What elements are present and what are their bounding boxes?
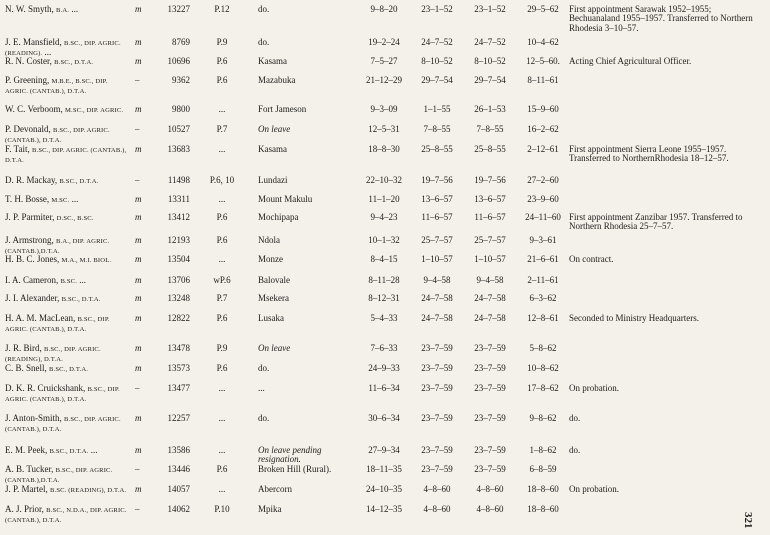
date-first-appointment: 23–7–59 bbox=[421, 343, 453, 353]
station: do. bbox=[258, 37, 270, 47]
station: On leave bbox=[258, 124, 291, 134]
file-number: 11498 bbox=[167, 175, 190, 185]
station: Mount Makulu bbox=[258, 194, 313, 204]
date-first-appointment: 24–7–58 bbox=[421, 293, 453, 303]
date-leave-due: 8–11–61 bbox=[527, 75, 559, 85]
date-of-birth: 9–3–09 bbox=[370, 104, 398, 114]
remarks: do. bbox=[569, 445, 581, 455]
officer-name-cell bbox=[5, 364, 131, 374]
file-number: 14057 bbox=[167, 484, 190, 494]
file-number: 13227 bbox=[167, 4, 190, 14]
date-present-appointment: 23–7–59 bbox=[474, 343, 506, 353]
officer-name: D. K. R. Cruickshank, bbox=[5, 383, 86, 393]
date-first-appointment: 19–7–56 bbox=[421, 175, 453, 185]
officer-name-cell bbox=[5, 294, 131, 304]
officer-name: R. N. Coster, bbox=[5, 56, 52, 66]
file-number: 13586 bbox=[167, 445, 190, 455]
date-leave-due: 2–11–61 bbox=[527, 275, 559, 285]
date-leave-due: 16–2–62 bbox=[527, 124, 559, 134]
qualifications: B.SC., DIP. AGRIC.(CANTAB.),D.T.A. bbox=[5, 467, 113, 485]
station: do. bbox=[258, 4, 270, 14]
date-first-appointment: 23–1–52 bbox=[421, 4, 453, 14]
file-number: 13248 bbox=[167, 293, 190, 303]
marital-mark: m bbox=[135, 413, 142, 423]
qualifications: D.SC., B.SC. bbox=[56, 215, 94, 222]
officer-name-cell bbox=[5, 414, 131, 435]
file-number: 9800 bbox=[172, 104, 190, 114]
date-first-appointment: 25–8–55 bbox=[421, 144, 453, 154]
remarks: First appointment Sierra Leone 1955–1957. Transferred to NorthernRhodesia 18–12–57. bbox=[569, 144, 729, 164]
remarks: Seconded to Ministry Headquarters. bbox=[569, 313, 699, 323]
qualifications: B.SC., D.T.A. bbox=[59, 178, 99, 185]
date-leave-due: 5–8–62 bbox=[529, 343, 557, 353]
qualifications: B.SC. bbox=[60, 278, 78, 285]
grade: wP.6 bbox=[213, 275, 231, 285]
file-number: 12822 bbox=[167, 313, 190, 323]
qualifications: B.SC., DIP. AGRIC. (READING). bbox=[5, 40, 121, 58]
qualifications: B.SC., DIP. AGRIC. (CANTAB.), D.T.A. bbox=[5, 316, 110, 334]
marital-mark: m bbox=[135, 254, 142, 264]
officer-name-cell bbox=[5, 505, 131, 526]
date-leave-due: 29–5–62 bbox=[527, 4, 559, 14]
file-number: 8769 bbox=[172, 37, 190, 47]
grade: P.10 bbox=[214, 504, 230, 514]
file-number: 13683 bbox=[167, 144, 190, 154]
remarks: First appointment Sarawak 1952–1955; Bechuanaland 1955–1957. Transferred to Northern Rhodesia 3–10–57. bbox=[569, 4, 753, 33]
marital-mark: – bbox=[135, 75, 140, 85]
remarks: do. bbox=[569, 413, 581, 423]
officer-name: D. R. Mackay, bbox=[5, 175, 58, 185]
marital-mark: – bbox=[135, 124, 140, 134]
file-number: 12193 bbox=[167, 235, 190, 245]
date-of-birth: 18–8–30 bbox=[368, 144, 400, 154]
leader-dots: ... bbox=[79, 275, 87, 285]
marital-mark: m bbox=[135, 293, 142, 303]
date-first-appointment: 23–7–59 bbox=[421, 383, 453, 393]
date-present-appointment: 23–1–52 bbox=[474, 4, 506, 14]
grade: P.6 bbox=[216, 464, 228, 474]
officer-name-cell bbox=[5, 344, 131, 365]
marital-mark: m bbox=[135, 363, 142, 373]
date-present-appointment: 8–10–52 bbox=[474, 56, 506, 66]
officer-name-cell bbox=[5, 255, 131, 265]
officer-name-cell bbox=[5, 314, 131, 335]
file-number: 13478 bbox=[167, 343, 190, 353]
date-leave-due: 21–6–61 bbox=[527, 254, 559, 264]
date-of-birth: 12–5–31 bbox=[368, 124, 400, 134]
officer-name: T. H. Bosse, bbox=[5, 194, 50, 204]
marital-mark: m bbox=[135, 37, 142, 47]
marital-mark: – bbox=[135, 464, 140, 474]
officer-name-cell bbox=[5, 213, 131, 223]
date-present-appointment: 23–7–59 bbox=[474, 363, 506, 373]
marital-mark: – bbox=[135, 175, 140, 185]
station: Mochipapa bbox=[258, 212, 299, 222]
officer-name-cell bbox=[5, 105, 131, 115]
marital-mark: m bbox=[135, 212, 142, 222]
officer-name: J. R. Bird, bbox=[5, 343, 42, 353]
station: Broken Hill (Rural). bbox=[258, 464, 332, 474]
qualifications: B.SC. (READING), D.T.A. bbox=[50, 487, 127, 494]
grade: P.7 bbox=[216, 293, 228, 303]
officer-name: J. Armstrong, bbox=[5, 235, 54, 245]
station: Kasama bbox=[258, 144, 287, 154]
date-of-birth: 24–9–33 bbox=[368, 363, 400, 373]
date-of-birth: 8–12–31 bbox=[368, 293, 400, 303]
date-first-appointment: 23–7–59 bbox=[421, 413, 453, 423]
date-present-appointment: 23–7–59 bbox=[474, 464, 506, 474]
grade: P.6 bbox=[216, 313, 228, 323]
station: Kasama bbox=[258, 56, 287, 66]
date-of-birth: 22–10–32 bbox=[366, 175, 402, 185]
officer-name: I. A. Cameron, bbox=[5, 275, 59, 285]
officer-name-cell bbox=[5, 276, 131, 286]
file-number: 13311 bbox=[167, 194, 190, 204]
date-present-appointment: 23–7–59 bbox=[474, 445, 506, 455]
date-first-appointment: 13–6–57 bbox=[421, 194, 453, 204]
date-leave-due: 24–11–60 bbox=[525, 212, 561, 222]
qualifications: B.SC., D.T.A. bbox=[49, 448, 89, 455]
date-present-appointment: 19–7–56 bbox=[474, 175, 506, 185]
officer-name: A. B. Tucker, bbox=[5, 464, 54, 474]
station: Monze bbox=[258, 254, 283, 264]
marital-mark: – bbox=[135, 504, 140, 514]
grade: P.7 bbox=[216, 124, 228, 134]
station: Mazabuka bbox=[258, 75, 296, 85]
date-present-appointment: 7–8–55 bbox=[476, 124, 504, 134]
marital-mark: m bbox=[135, 56, 142, 66]
qualifications: M.B.E., B.SC., DIP. AGRIC. (CANTAB.), D.T.A. bbox=[5, 78, 108, 96]
qualifications: B.SC., DIP. AGRIC. (READING), D.T.A. bbox=[5, 346, 101, 364]
qualifications: B.SC., DIP. AGRIC. (CANTAB.), D.T.A. bbox=[5, 416, 121, 434]
date-of-birth: 5–4–33 bbox=[370, 313, 398, 323]
grade: P.9 bbox=[216, 37, 228, 47]
marital-mark: m bbox=[135, 313, 142, 323]
qualifications: B.SC., DIP. AGRIC. (CANTAB.), D.T.A. bbox=[5, 386, 120, 404]
date-first-appointment: 23–7–59 bbox=[421, 464, 453, 474]
officer-name: E. M. Peek, bbox=[5, 445, 48, 455]
grade: ... bbox=[218, 144, 226, 154]
qualifications: B.A., DIP. AGRIC.(CANTAB.),D.T.A. bbox=[5, 238, 110, 256]
officer-name-cell bbox=[5, 176, 131, 186]
date-present-appointment: 4–8–60 bbox=[476, 484, 504, 494]
officer-name: J. P. Martel, bbox=[5, 484, 48, 494]
file-number: 13446 bbox=[167, 464, 190, 474]
remarks: On probation. bbox=[569, 383, 619, 393]
date-of-birth: 21–12–29 bbox=[366, 75, 402, 85]
officer-name: F. Tait, bbox=[5, 144, 30, 154]
date-leave-due: 10–4–62 bbox=[527, 37, 559, 47]
officer-name-cell bbox=[5, 145, 131, 166]
date-first-appointment: 8–10–52 bbox=[421, 56, 453, 66]
date-of-birth: 8–11–28 bbox=[368, 275, 400, 285]
file-number: 13412 bbox=[167, 212, 190, 222]
date-present-appointment: 23–7–59 bbox=[474, 413, 506, 423]
file-number: 12257 bbox=[167, 413, 190, 423]
officer-name-cell bbox=[5, 485, 131, 495]
date-of-birth: 10–1–32 bbox=[368, 235, 400, 245]
station: On leave bbox=[258, 343, 291, 353]
date-of-birth: 24–10–35 bbox=[366, 484, 402, 494]
qualifications: B.A. bbox=[56, 7, 70, 14]
officer-name: H. B. C. Jones, bbox=[5, 254, 60, 264]
marital-mark: m bbox=[135, 484, 142, 494]
officer-name: N. W. Smyth, bbox=[5, 4, 54, 14]
date-leave-due: 9–8–62 bbox=[529, 413, 557, 423]
remarks: On contract. bbox=[569, 254, 614, 264]
officer-name: P. Greening, bbox=[5, 75, 50, 85]
file-number: 13504 bbox=[167, 254, 190, 264]
file-number: 13477 bbox=[167, 383, 190, 393]
station: Mpika bbox=[258, 504, 282, 514]
station: Lusaka bbox=[258, 313, 284, 323]
date-present-appointment: 4–8–60 bbox=[476, 504, 504, 514]
officer-name-cell bbox=[5, 76, 131, 97]
station: Fort Jameson bbox=[258, 104, 307, 114]
date-of-birth: 9–4–23 bbox=[370, 212, 398, 222]
officer-name: A. J. Prior, bbox=[5, 504, 44, 514]
date-first-appointment: 4–8–60 bbox=[423, 504, 451, 514]
qualifications: B.SC., D.T.A. bbox=[49, 366, 89, 373]
officer-name-cell bbox=[5, 57, 131, 67]
qualifications: B.SC., D.T.A. bbox=[54, 59, 94, 66]
date-present-appointment: 26–1–53 bbox=[474, 104, 506, 114]
grade: ... bbox=[218, 254, 226, 264]
grade: P.6 bbox=[216, 212, 228, 222]
station: Ndola bbox=[258, 235, 280, 245]
qualifications: B.SC., DIP. AGRIC. (CANTAB.), D.T.A. bbox=[5, 147, 127, 165]
grade: ... bbox=[218, 413, 226, 423]
marital-mark: – bbox=[135, 383, 140, 393]
date-of-birth: 19–2–24 bbox=[368, 37, 400, 47]
grade: P.6 bbox=[216, 56, 228, 66]
date-first-appointment: 9–4–58 bbox=[423, 275, 451, 285]
grade: ... bbox=[218, 194, 226, 204]
date-first-appointment: 24–7–52 bbox=[421, 37, 453, 47]
station: On leave pending resignation. bbox=[258, 445, 322, 465]
leader-dots: ... bbox=[90, 445, 98, 455]
officer-name-cell bbox=[5, 5, 131, 15]
remarks: First appointment Zanzibar 1957. Transferred to Northern Rhodesia 25–7–57. bbox=[569, 212, 743, 232]
marital-mark: m bbox=[135, 343, 142, 353]
date-of-birth: 14–12–35 bbox=[366, 504, 402, 514]
date-present-appointment: 11–6–57 bbox=[474, 212, 506, 222]
leader-dots: ... bbox=[71, 4, 79, 14]
leader-dots: ... bbox=[44, 47, 52, 58]
marital-mark: m bbox=[135, 235, 142, 245]
officer-name: H. A. M. MacLean, bbox=[5, 313, 76, 323]
date-first-appointment: 24–7–58 bbox=[421, 313, 453, 323]
date-of-birth: 11–1–20 bbox=[368, 194, 400, 204]
date-present-appointment: 13–6–57 bbox=[474, 194, 506, 204]
date-first-appointment: 11–6–57 bbox=[421, 212, 453, 222]
date-present-appointment: 25–8–55 bbox=[474, 144, 506, 154]
date-first-appointment: 23–7–59 bbox=[421, 445, 453, 455]
file-number: 9362 bbox=[172, 75, 190, 85]
officer-name: J. P. Parmiter, bbox=[5, 212, 55, 222]
grade: ... bbox=[218, 383, 226, 393]
date-first-appointment: 1–10–57 bbox=[421, 254, 453, 264]
qualifications: B.SC., D.T.A. bbox=[61, 296, 101, 303]
remarks: On probation. bbox=[569, 484, 619, 494]
officer-name: W. C. Verboom, bbox=[5, 104, 63, 114]
date-present-appointment: 24–7–52 bbox=[474, 37, 506, 47]
grade: P.6 bbox=[216, 235, 228, 245]
officer-name: J. I. Alexander, bbox=[5, 293, 60, 303]
date-present-appointment: 29–7–54 bbox=[474, 75, 506, 85]
officer-name-cell bbox=[5, 125, 131, 146]
date-of-birth: 8–4–15 bbox=[370, 254, 398, 264]
station: Lundazi bbox=[258, 175, 288, 185]
date-leave-due: 17–8–62 bbox=[527, 383, 559, 393]
officer-name-cell bbox=[5, 446, 131, 456]
station: do. bbox=[258, 363, 270, 373]
date-of-birth: 11–6–34 bbox=[368, 383, 400, 393]
station: Msekera bbox=[258, 293, 289, 303]
file-number: 10527 bbox=[167, 124, 190, 134]
date-of-birth: 27–9–34 bbox=[368, 445, 400, 455]
station: Balovale bbox=[258, 275, 290, 285]
date-leave-due: 2–12–61 bbox=[527, 144, 559, 154]
grade: P.12 bbox=[214, 4, 230, 14]
file-number: 10696 bbox=[167, 56, 190, 66]
qualifications: M.SC. bbox=[51, 197, 70, 204]
date-leave-due: 27–2–60 bbox=[527, 175, 559, 185]
qualifications: B.SC., N.D.A., DIP. AGRIC. (CANTAB.), D.T.A. bbox=[5, 507, 127, 525]
marital-mark: m bbox=[135, 144, 142, 154]
file-number: 13706 bbox=[167, 275, 190, 285]
officer-name: J. E. Mansfield, bbox=[5, 37, 62, 47]
qualifications: M.A., M.I. BIOL. bbox=[61, 257, 112, 264]
station: ... bbox=[258, 383, 265, 393]
marital-mark: m bbox=[135, 4, 142, 14]
officer-name: J. Anton-Smith, bbox=[5, 413, 62, 423]
remarks: Acting Chief Agricultural Officer. bbox=[569, 56, 692, 66]
grade: P.6 bbox=[216, 363, 228, 373]
date-leave-due: 18–8–60 bbox=[527, 484, 559, 494]
date-leave-due: 6–8–59 bbox=[529, 464, 557, 474]
date-of-birth: 7–6–33 bbox=[370, 343, 398, 353]
grade: ... bbox=[218, 484, 226, 494]
date-present-appointment: 1–10–57 bbox=[474, 254, 506, 264]
grade: P.9 bbox=[216, 343, 228, 353]
date-leave-due: 23–9–60 bbox=[527, 194, 559, 204]
page-number: 321 bbox=[742, 512, 754, 529]
marital-mark: m bbox=[135, 194, 142, 204]
grade: P.6, 10 bbox=[209, 175, 235, 185]
qualifications: B.SC., DIP. AGRIC. (CANTAB.), D.T.A. bbox=[5, 127, 110, 145]
file-number: 13573 bbox=[167, 363, 190, 373]
date-present-appointment: 25–7–57 bbox=[474, 235, 506, 245]
date-leave-due: 12–5–60. bbox=[526, 56, 560, 66]
file-number: 14062 bbox=[167, 504, 190, 514]
marital-mark: m bbox=[135, 445, 142, 455]
officer-name: C. B. Snell, bbox=[5, 363, 47, 373]
date-first-appointment: 1–1–55 bbox=[423, 104, 451, 114]
grade: P.6 bbox=[216, 75, 228, 85]
date-first-appointment: 25–7–57 bbox=[421, 235, 453, 245]
date-present-appointment: 9–4–58 bbox=[476, 275, 504, 285]
officer-name-cell bbox=[5, 195, 131, 205]
date-first-appointment: 7–8–55 bbox=[423, 124, 451, 134]
grade: ... bbox=[218, 104, 226, 114]
station: Abercorn bbox=[258, 484, 292, 494]
date-leave-due: 6–3–62 bbox=[529, 293, 557, 303]
date-first-appointment: 4–8–60 bbox=[423, 484, 451, 494]
date-leave-due: 12–8–61 bbox=[527, 313, 559, 323]
officer-name-cell bbox=[5, 384, 131, 405]
officer-name-cell bbox=[5, 465, 131, 486]
date-present-appointment: 24–7–58 bbox=[474, 293, 506, 303]
date-of-birth: 30–6–34 bbox=[368, 413, 400, 423]
date-first-appointment: 23–7–59 bbox=[421, 363, 453, 373]
leader-dots: ... bbox=[71, 194, 79, 204]
date-of-birth: 18–11–35 bbox=[366, 464, 402, 474]
grade: ... bbox=[218, 445, 226, 455]
date-first-appointment: 29–7–54 bbox=[421, 75, 453, 85]
date-leave-due: 9–3–61 bbox=[529, 235, 557, 245]
officer-name: P. Devonald, bbox=[5, 124, 51, 134]
date-present-appointment: 23–7–59 bbox=[474, 383, 506, 393]
qualifications: M.SC., DIP. AGRIC. bbox=[65, 107, 124, 114]
marital-mark: m bbox=[135, 275, 142, 285]
date-leave-due: 15–9–60 bbox=[527, 104, 559, 114]
date-leave-due: 18–8–60 bbox=[527, 504, 559, 514]
date-leave-due: 1–8–62 bbox=[529, 445, 557, 455]
date-of-birth: 9–8–20 bbox=[370, 4, 398, 14]
station: do. bbox=[258, 413, 270, 423]
date-of-birth: 7–5–27 bbox=[370, 56, 398, 66]
date-present-appointment: 24–7–58 bbox=[474, 313, 506, 323]
marital-mark: m bbox=[135, 104, 142, 114]
date-leave-due: 10–8–62 bbox=[527, 363, 559, 373]
